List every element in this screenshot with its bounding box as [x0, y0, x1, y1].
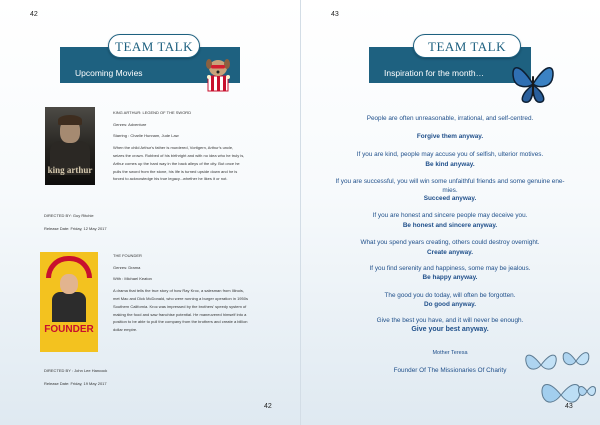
page-number-bottom: 43: [565, 403, 573, 410]
quote-line: If you are honest and sincere people may deceive you.: [372, 212, 528, 219]
movie2-credits: [44, 367, 204, 387]
movie-director: DIRECTED BY : John Lee Hancock: [44, 368, 108, 373]
quote-bold-line: Give your best anyway.: [411, 325, 489, 333]
quote-line: If you are kind, people may accuse you of selfish, ulterior motives.: [356, 151, 544, 158]
movie-release-date: Release Date: Friday, 19 May 2017: [44, 380, 107, 386]
movie-starring: With : Michael Keaton: [113, 276, 152, 282]
butterfly-icon: [508, 58, 558, 110]
quote-stanza-8: [300, 317, 600, 333]
quote-author: [300, 349, 600, 358]
team-talk-title: TEAM TALK: [108, 34, 200, 58]
the-founder-poster: [40, 252, 98, 352]
dog-popcorn-icon: [202, 56, 234, 92]
movie-title: KING ARTHUR: LEGEND OF THE SWORD: [113, 110, 192, 115]
poster-title: king arthur: [47, 165, 93, 175]
quote-stanza-5: [300, 239, 600, 256]
quote-stanza-4: [300, 212, 600, 229]
quote-line: Give the best you have, and it will never be enough.: [376, 317, 524, 324]
poster-title: FOUNDER: [44, 324, 94, 335]
movie-release-date: Release Date: Friday, 12 May 2017: [44, 225, 107, 231]
quote-stanza-1: [300, 115, 600, 140]
movie-title: THE FOUNDER: [113, 253, 142, 258]
movie-synopsis: A drama that tells the true story of how Ray Kroc, a salesman from Illinois, met Mac and Dick McDonald, who were running a burger operation in 1950s Southern California. Kroc was impressed by the brothers’ speedy system of making the food and saw franchise potential. He maneuvered himself into a position to be able to pull the company from the brothers and create a billion dollar empire.: [113, 288, 248, 333]
quote-line: If you are successful, you will win some unfaithful friends and some genuine ene-: [335, 178, 565, 185]
movie2-details: [113, 252, 293, 334]
movie-director: DIRECTED BY: Guy Ritchie: [44, 213, 94, 218]
movie-starring: Starring : Charlie Hunnam, Jude Law: [113, 133, 179, 139]
quote-bold-line: Do good anyway.: [423, 300, 477, 308]
movie1-credits: [44, 212, 204, 232]
quote-stanza-6: [300, 265, 600, 281]
king-arthur-poster: [45, 107, 95, 185]
quote-line: mies.: [442, 186, 458, 194]
section-subtitle: Inspiration for the month…: [384, 68, 485, 78]
quote-bold-line: Be honest and sincere anyway.: [402, 221, 498, 229]
quote-line: What you spend years creating, others could destroy overnight.: [360, 239, 540, 246]
movie1-details: [113, 109, 293, 183]
quote-line: The good you do today, will often be forgotten.: [384, 292, 516, 299]
quote-stanza-3: [300, 178, 600, 202]
quote-stanza-7: [300, 292, 600, 308]
quote-bold-line: Forgive them anyway.: [416, 132, 484, 140]
quote-bold-line: Create anyway.: [426, 248, 474, 256]
quote-stanza-2: [300, 151, 600, 168]
movie-genre: Genres: Adventure: [113, 121, 147, 127]
section-subtitle: Upcoming Movies: [75, 68, 143, 78]
quote-line: If you find serenity and happiness, some may be jealous.: [369, 265, 531, 272]
author-role: Founder Of The Missionaries Of Charity: [393, 367, 507, 374]
quote-line: People are often unreasonable, irrational, and self-centred.: [366, 115, 534, 122]
page-number-bottom: 42: [264, 403, 272, 410]
movie-genre: Genres: Drama: [113, 264, 141, 270]
page-number-top: 42: [30, 11, 38, 18]
quote-author-role: [300, 367, 600, 376]
quote-bold-line: Succeed anyway.: [423, 195, 477, 202]
team-talk-title: TEAM TALK: [413, 34, 521, 58]
quote-bold-line: Be kind anyway.: [425, 160, 475, 168]
movie-synopsis: When the child Arthur's father is murdered, Vortigern, Arthur's uncle, seizes the crown. Robbed of his birthright and with no idea who he truly is, Arthur comes up the hard way in the back alleys of the city. But once he pulls the sword from the stone, his life is turned upside down and he is forced to acknowledge his true legacy...whether he likes it or not.: [113, 145, 245, 182]
author-name: Mother Teresa: [432, 350, 468, 356]
quote-bold-line: Be happy anyway.: [422, 273, 478, 281]
page-number-top: 43: [331, 11, 339, 18]
